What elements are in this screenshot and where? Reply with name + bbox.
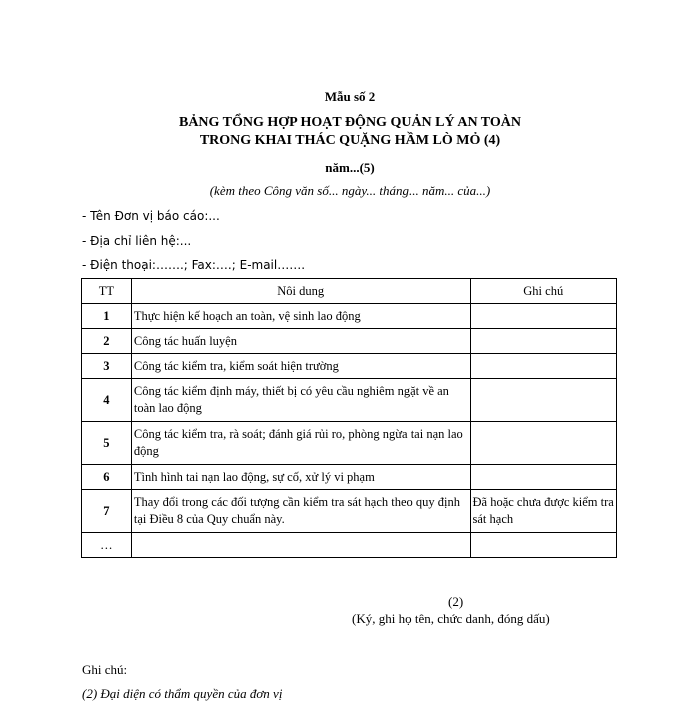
table-row xyxy=(82,354,617,379)
row-number: 6 xyxy=(82,465,132,490)
row-note xyxy=(470,465,616,490)
note-item: (2) Đại diện có thẩm quyền của đơn vị xyxy=(82,686,283,701)
row-number: … xyxy=(82,533,132,558)
header-content: Nôi dung xyxy=(131,279,470,304)
table-row xyxy=(82,304,617,329)
contact-field: - Điện thoại:…….; Fax:….; E-mail……. xyxy=(82,258,306,272)
table-row xyxy=(82,422,617,465)
document-title-line-2: TRONG KHAI THÁC QUẶNG HẦM LÒ MỎ (4) xyxy=(199,133,501,148)
row-content: Thay đổi trong các đối tượng cần kiểm tra sát hạch theo quy định tại Điều 8 của Quy chuẩn này. xyxy=(131,490,470,533)
row-content: Công tác kiểm tra, rà soát; đánh giá rủi ro, phòng ngừa tai nạn lao động xyxy=(131,422,470,465)
row-content: Công tác kiểm định máy, thiết bị có yêu cầu nghiêm ngặt về an toàn lao động xyxy=(131,379,470,422)
document-title-line-1: BẢNG TỔNG HỢP HOẠT ĐỘNG QUẢN LÝ AN TOÀN xyxy=(178,115,521,130)
row-note xyxy=(470,533,616,558)
row-note xyxy=(470,304,616,329)
header-note: Ghi chú xyxy=(470,279,616,304)
notes-title: Ghi chú: xyxy=(82,662,128,677)
attachment-note: (kèm theo Công văn số... ngày... tháng... năm... của...) xyxy=(209,183,491,198)
row-content: Công tác kiểm tra, kiểm soát hiện trường xyxy=(131,354,470,379)
table-header-row xyxy=(82,279,617,304)
row-number: 1 xyxy=(82,304,132,329)
row-note xyxy=(470,422,616,465)
row-number: 3 xyxy=(82,354,132,379)
table-row xyxy=(82,465,617,490)
table-row xyxy=(82,329,617,354)
signature-number: (2) xyxy=(448,594,464,609)
row-content: Thực hiện kế hoạch an toàn, vệ sinh lao động xyxy=(131,304,470,329)
report-year: năm...(5) xyxy=(325,160,375,175)
row-number: 7 xyxy=(82,490,132,533)
row-note xyxy=(470,379,616,422)
header-tt: TT xyxy=(82,279,132,304)
signature-instruction: (Ký, ghi họ tên, chức danh, đóng dấu) xyxy=(352,611,550,626)
row-note xyxy=(470,329,616,354)
table-row xyxy=(82,533,617,558)
table-row xyxy=(82,490,617,533)
table-row xyxy=(82,379,617,422)
row-content: Công tác huấn luyện xyxy=(131,329,470,354)
row-note: Đã hoặc chưa được kiểm tra sát hạch xyxy=(470,490,616,533)
address-field: - Địa chỉ liên hệ:... xyxy=(82,234,192,248)
form-number: Mẫu số 2 xyxy=(324,89,376,104)
row-content xyxy=(131,533,470,558)
row-note xyxy=(470,354,616,379)
summary-table xyxy=(81,278,617,558)
row-number: 2 xyxy=(82,329,132,354)
row-content: Tình hình tai nạn lao động, sự cố, xử lý vi phạm xyxy=(131,465,470,490)
unit-name-field: - Tên Đơn vị báo cáo:... xyxy=(82,209,220,223)
row-number: 5 xyxy=(82,422,132,465)
row-number: 4 xyxy=(82,379,132,422)
